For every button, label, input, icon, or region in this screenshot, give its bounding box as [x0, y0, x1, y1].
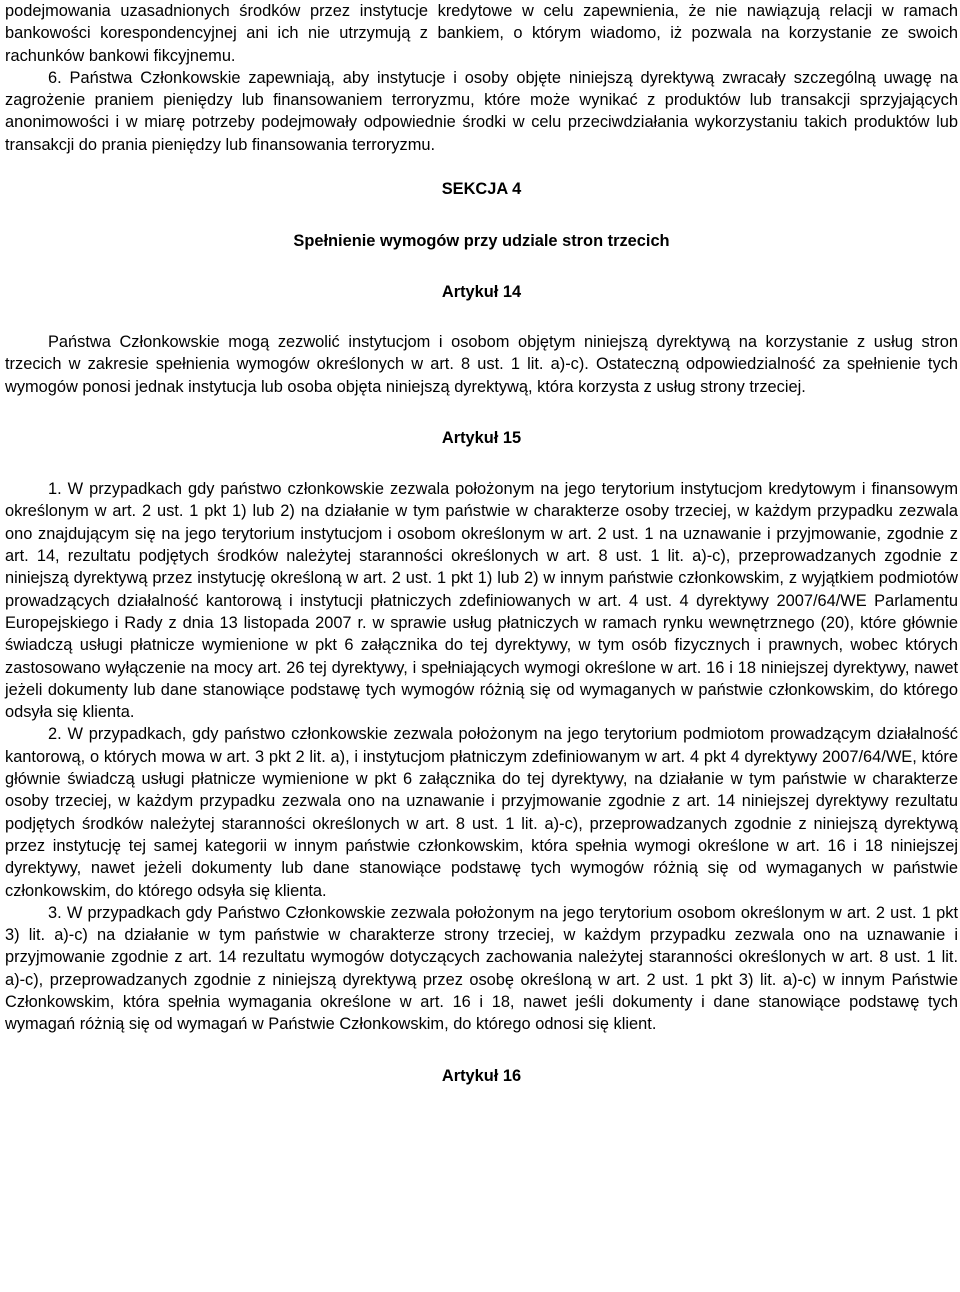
article-15-title: Artykuł 15 [441, 428, 522, 447]
section-subtitle: Spełnienie wymogów przy udziale stron trzecich [293, 232, 670, 251]
article-14-text: Państwa Członkowskie mogą zezwolić instytucjom i osobom objętym niniejszą dyrektywą na korzystanie z usług stron trzecich w zakresie spełnienia wymogów określonych w art. 8 ust. 1 lit. a)-c). Ostateczną odpowiedzialność za spełnienie tych wymogów ponosi jednak instytucja lub osoba objęta niniejszą dyrektywą, która korzysta z usług strony trzeciej. [5, 332, 958, 396]
article-15-paragraph-3: 3. W przypadkach gdy Państwo Członkowskie zezwala położonym na jego terytorium osobom określonym w art. 2 ust. 1 pkt 3) lit. a)-c) na działanie w tym państwie w charakterze strony trzeciej, w każdym przypadku zezwala ono na uznawanie i przyjmowanie zgodnie z art. 14 rezultatu wymogów dotyczących zachowania należytej staranności określonych w art. 8 ust. 1 lit. a)-c), przeprowadzanych zgodnie z niniejszą dyrektywą przez osobę określoną w art. 2 ust. 1 pkt 3) lit. a)-c) w innym Państwie Członkowskim, która spełnia wymagania określone w art. 16 i 18, nawet jeśli dokumenty i dane stanowiące podstawę tych wymagań różnią się od wymagań w Państwie Członkowskim, do którego odnosi się klient. [5, 903, 958, 1034]
article-16-title: Artykuł 16 [441, 1066, 522, 1085]
paragraph-continuation: podejmowania uzasadnionych środków przez instytucje kredytowe w celu zapewnienia, że nie nawiązują relacji w ramach bankowości korespondencyjnej ani ich nie utrzymują z bankiem, o którym wiadomo, iż pozwala na korzystanie ze swoich rachunków bankowi fikcyjnemu. [5, 2, 958, 65]
article-15-paragraph-2: 2. W przypadkach, gdy państwo członkowskie zezwala położonym na jego terytorium podmiotom prowadzącym działalność kantorową, o których mowa w art. 3 pkt 2 lit. a), i instytucjom płatniczym zdefiniowanym w art. 4 pkt 4 dyrektywy 2007/64/WE, które głównie świadczą usługi płatnicze wymienione w pkt 6 załącznika do tej dyrektywy, na działanie w tym państwie w charakterze osoby trzeciej, w każdym przypadku zezwala ono na uznawanie i przyjmowanie zgodnie z art. 14 niniejszej dyrektywy rezultatu podjętych środków należytej staranności określonych w art. 8 ust. 1 lit. a)-c), przeprowadzanych zgodnie z niniejszą dyrektywą przez instytucję tej samej kategorii w innym państwie członkowskim, która spełnia wymogi określone w art. 16 i 18 niniejszej dyrektywy, nawet jeżeli dokumenty lub dane stanowiące podstawę tych wymogów różnią się od wymaganych w państwie członkowskim, do którego odsyła się klienta. [5, 725, 958, 900]
paragraph-6: 6. Państwa Członkowskie zapewniają, aby instytucje i osoby objęte niniejszą dyrektywą zwracały szczególną uwagę na zagrożenie praniem pieniędzy lub finansowaniem terroryzmu, które może wynikać z produktów lub transakcji sprzyjających anonimowości i w miarę potrzeby podejmowały odpowiednie środki w celu przeciwdziałania wykorzystaniu takich produktów lub transakcji do prania pieniędzy lub finansowania terroryzmu. [5, 68, 958, 154]
section-title: SEKCJA 4 [441, 180, 522, 199]
article-14-title: Artykuł 14 [441, 282, 522, 301]
document-page [5, 0, 958, 1087]
article-15-paragraph-1: 1. W przypadkach gdy państwo członkowskie zezwala położonym na jego terytorium instytucjom kredytowym i finansowym określonym w art. 2 ust. 1 pkt 1) lub 2) na działanie w tym państwie w charakterze osoby trzeciej, w każdym przypadku zezwala ono znajdującym się na jego terytorium instytucjom i osobom określonym w art. 2 ust. 1 na uznawanie i przyjmowanie, zgodnie z art. 14, rezultatu podjętych środków należytej staranności określonych w art. 8 ust. 1 lit. a)-c), przeprowadzanych zgodnie z niniejszą dyrektywą przez instytucję określoną w art. 2 ust. 1 pkt 1) lub 2) w innym państwie członkowskim, z wyjątkiem podmiotów prowadzących działalność kantorową i instytucji płatniczych zdefiniowanych w art. 4 ust. 4 dyrektywy 2007/64/WE Parlamentu Europejskiego i Rady z dnia 13 listopada 2007 r. w sprawie usług płatniczych w ramach rynku wewnętrznego (20), które głównie świadczą usługi płatnicze wymienione w pkt 6 załącznika do tej dyrektywy, w tym osób fizycznych i prawnych, wobec których zastosowano wyłączenie na mocy art. 26 tej dyrektywy, i spełniających wymogi określone w art. 16 i 18 niniejszej dyrektywy, nawet jeżeli dokumenty lub dane stanowiące podstawę tych wymogów różnią się od wymaganych w państwie członkowskim, do którego odsyła się klienta. [5, 480, 958, 722]
